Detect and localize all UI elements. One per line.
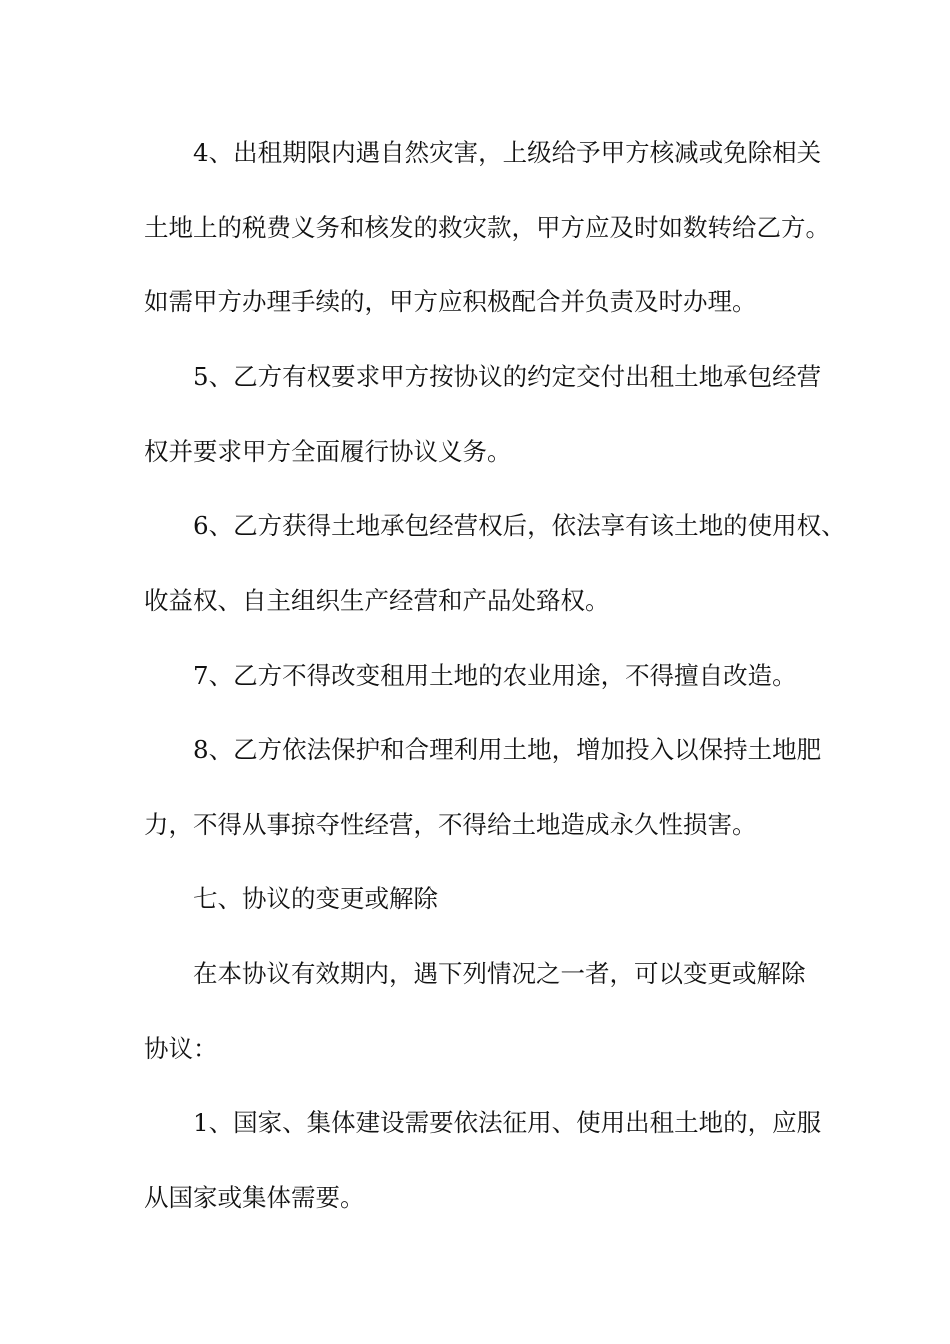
paragraph-1-line-2: 从国家或集体需要。: [144, 1183, 365, 1212]
paragraph-7-line-1: 7、乙方不得改变租用土地的农业用途，不得擅自改造。: [193, 661, 797, 690]
section-heading-7: 七、协议的变更或解除: [193, 884, 438, 913]
paragraph-intro-line-1: 在本协议有效期内，遇下列情况之一者，可以变更或解除: [193, 959, 806, 988]
paragraph-4-line-1: 4、出租期限内遇自然灾害，上级给予甲方核减或免除相关: [193, 138, 822, 167]
paragraph-8-line-2: 力，不得从事掠夺性经营，不得给土地造成永久性损害。: [144, 810, 757, 839]
paragraph-5-line-1: 5、乙方有权要求甲方按协议的约定交付出租土地承包经营: [193, 362, 822, 391]
paragraph-1-line-1: 1、国家、集体建设需要依法征用、使用出租土地的，应服: [193, 1108, 822, 1137]
paragraph-intro-line-2: 协议：: [144, 1034, 218, 1063]
paragraph-4-line-3: 如需甲方办理手续的，甲方应积极配合并负责及时办理。: [144, 287, 757, 316]
paragraph-6-line-2: 收益权、自主组织生产经营和产品处臵权。: [144, 586, 610, 615]
paragraph-6-line-1: 6、乙方获得土地承包经营权后，依法享有该土地的使用权、: [193, 511, 846, 540]
paragraph-4-line-2: 土地上的税费义务和核发的救灾款，甲方应及时如数转给乙方。: [144, 213, 830, 242]
paragraph-5-line-2: 权并要求甲方全面履行协议义务。: [144, 437, 512, 466]
paragraph-8-line-1: 8、乙方依法保护和合理利用土地，增加投入以保持土地肥: [193, 735, 822, 764]
